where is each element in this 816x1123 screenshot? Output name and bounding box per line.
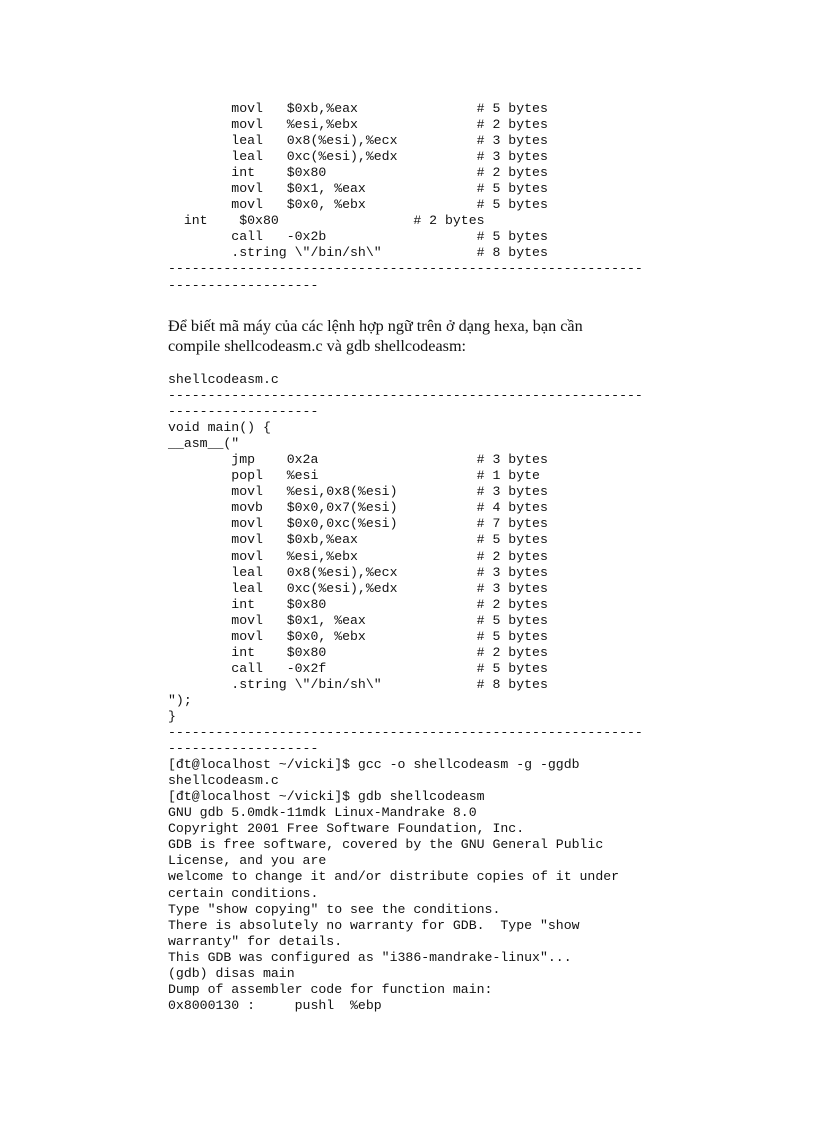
code-line: popl %esi # 1 byte bbox=[168, 468, 540, 484]
assembly-code-block-top bbox=[168, 101, 643, 294]
code-line: int $0x80 # 2 bytes bbox=[168, 644, 548, 660]
code-line: call -0x2b # 5 bytes bbox=[168, 229, 548, 245]
code-line: [đt@localhost ~/vicki]$ gdb shellcodeasm bbox=[168, 789, 485, 805]
code-line: welcome to change it and/or distribute copies of it under bbox=[168, 869, 620, 885]
code-line: leal 0x8(%esi),%ecx # 3 bytes bbox=[168, 564, 548, 580]
code-line: Type "show copying" to see the conditions. bbox=[168, 901, 501, 917]
code-line: leal 0xc(%esi),%edx # 3 bytes bbox=[168, 149, 548, 165]
code-line: There is absolutely no warranty for GDB. Type "show bbox=[168, 917, 580, 933]
code-line: ------------------------------------------------------------ bbox=[168, 388, 643, 404]
code-line: This GDB was configured as "i386-mandrake-linux"... bbox=[168, 949, 572, 965]
code-line: "); bbox=[168, 692, 192, 708]
code-line: shellcodeasm.c bbox=[168, 773, 279, 789]
shellcodeasm-source-and-gdb-session bbox=[168, 372, 643, 1014]
code-line: ------------------------------------------------------------ bbox=[168, 261, 643, 277]
code-line: movl $0xb,%eax # 5 bytes bbox=[168, 101, 548, 116]
code-line: int $0x80 # 2 bytes bbox=[168, 596, 548, 612]
code-line: } bbox=[168, 708, 176, 724]
instruction-paragraph bbox=[168, 316, 638, 356]
code-line: movl $0x0, %ebx # 5 bytes bbox=[168, 628, 548, 644]
code-line: ------------------- bbox=[168, 404, 319, 420]
code-line: leal 0xc(%esi),%edx # 3 bytes bbox=[168, 580, 548, 596]
code-line: movl %esi,0x8(%esi) # 3 bytes bbox=[168, 484, 548, 500]
code-line: movl %esi,%ebx # 2 bytes bbox=[168, 548, 548, 564]
code-line: movl $0xb,%eax # 5 bytes bbox=[168, 532, 548, 548]
code-line: GNU gdb 5.0mdk-11mdk Linux-Mandrake 8.0 bbox=[168, 805, 477, 821]
code-line: Dump of assembler code for function main: bbox=[168, 981, 493, 997]
code-line: movb $0x0,0x7(%esi) # 4 bytes bbox=[168, 500, 548, 516]
code-line: (gdb) disas main bbox=[168, 965, 295, 981]
code-line: call -0x2f # 5 bytes bbox=[168, 660, 548, 676]
code-line: __asm__(" bbox=[168, 436, 240, 452]
code-line: shellcodeasm.c bbox=[168, 372, 279, 387]
code-line: certain conditions. bbox=[168, 885, 319, 901]
code-line: movl $0x1, %eax # 5 bytes bbox=[168, 181, 548, 197]
paragraph-line-1: Để biết mã máy của các lệnh hợp ngữ trên ở dạng hexa, bạn cần bbox=[168, 317, 583, 335]
code-line: .string \"/bin/sh\" # 8 bytes bbox=[168, 676, 548, 692]
code-line: License, and you are bbox=[168, 853, 327, 869]
code-line: movl $0x1, %eax # 5 bytes bbox=[168, 612, 548, 628]
code-line: GDB is free software, covered by the GNU General Public bbox=[168, 837, 604, 853]
paragraph-line-2: compile shellcodeasm.c và gdb shellcodeasm: bbox=[168, 337, 467, 355]
code-line: movl %esi,%ebx # 2 bytes bbox=[168, 117, 548, 133]
code-line: ------------------------------------------------------------ bbox=[168, 725, 643, 741]
code-line: int $0x80 # 2 bytes bbox=[168, 213, 485, 229]
code-line: .string \"/bin/sh\" # 8 bytes bbox=[168, 245, 548, 261]
code-line: warranty" for details. bbox=[168, 933, 343, 949]
code-line: ------------------- bbox=[168, 741, 319, 757]
code-line: void main() { bbox=[168, 420, 271, 436]
code-line: movl $0x0, %ebx # 5 bytes bbox=[168, 197, 548, 213]
code-line: [đt@localhost ~/vicki]$ gcc -o shellcodeasm -g -ggdb bbox=[168, 757, 580, 773]
code-line: ------------------- bbox=[168, 277, 319, 293]
code-line: leal 0x8(%esi),%ecx # 3 bytes bbox=[168, 133, 548, 149]
code-line: int $0x80 # 2 bytes bbox=[168, 165, 548, 181]
code-line: jmp 0x2a # 3 bytes bbox=[168, 452, 548, 468]
code-line: Copyright 2001 Free Software Foundation, Inc. bbox=[168, 821, 525, 837]
code-line: 0x8000130 : pushl %ebp bbox=[168, 997, 382, 1013]
code-line: movl $0x0,0xc(%esi) # 7 bytes bbox=[168, 516, 548, 532]
